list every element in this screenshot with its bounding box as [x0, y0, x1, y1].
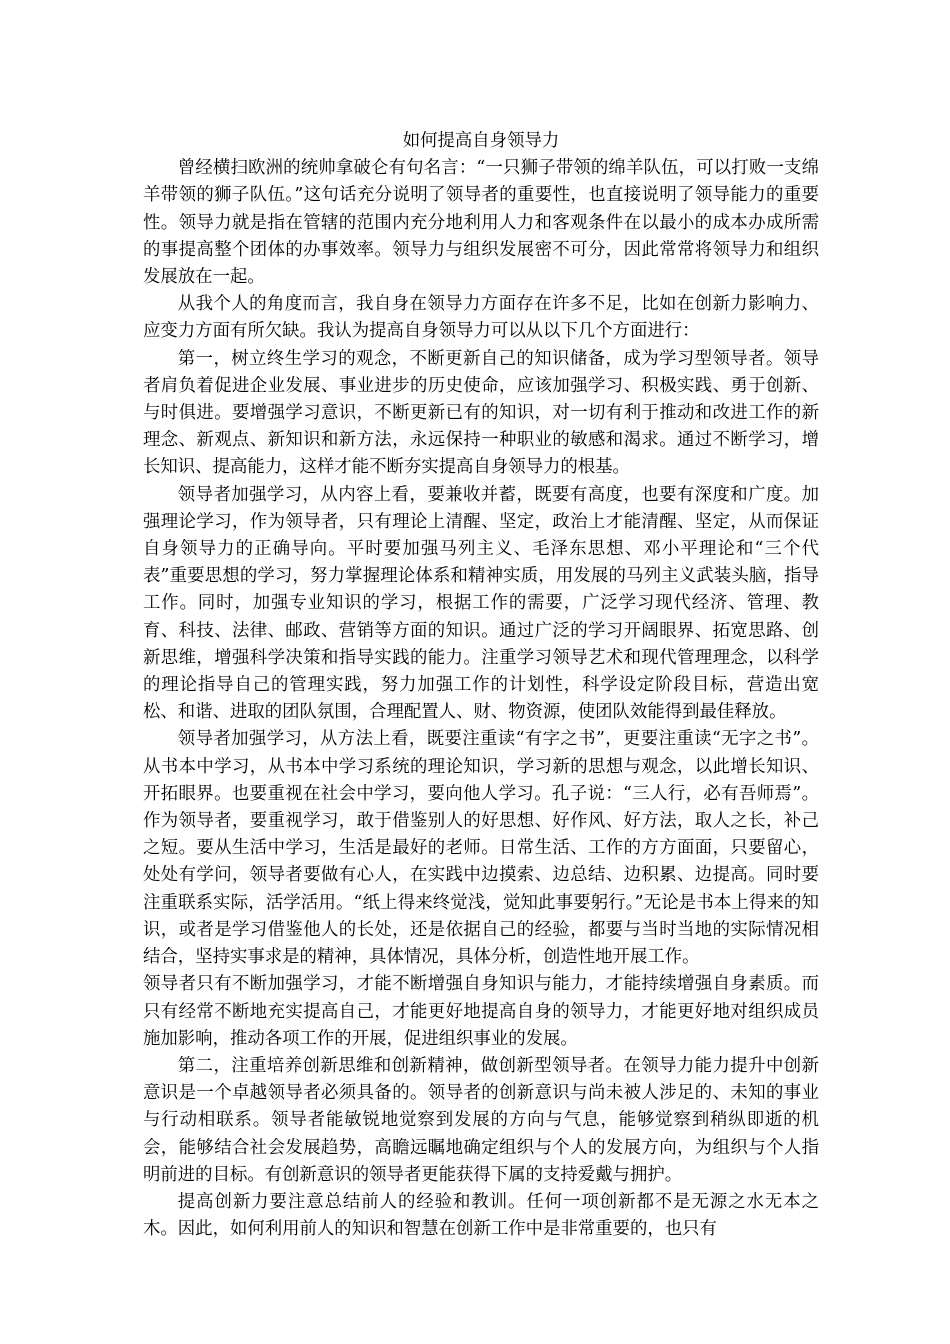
paragraph-learning-methods: 领导者加强学习，从方法上看，既要注重读“有字之书”，更要注重读“无字之书”。从书本中学习，从书本中学习系统的理论知识，学习新的思想与观念，以此增长知识、开拓眼界。也要重视在社会中学习，要向他人学习。孔子说：“三人行，必有吾师焉”。作为领导者，要重视学习，敢于借鉴别人的好思想、好作风、好方法，取人之长，补己之短。要从生活中学习，生活是最好的老师。日常生活、工作的方方面面，只要留心，处处有学问，领导者要做有心人，在实践中边摸索、边总结、边积累、边提高。同时要注重联系实际，活学活用。“纸上得来终觉浅，觉知此事要躬行。”无论是书本上得来的知识，或者是学习借鉴他人的长处，还是依据自己的经验，都要与当时当地的实际情况相结合，坚持实事求是的精神，具体情况，具体分析，创造性地开展工作。 [143, 729, 819, 968]
paragraph-intro-napoleon: 曾经横扫欧洲的统帅拿破仑有句名言：“一只狮子带领的绵羊队伍，可以打败一支绵羊带领的狮子队伍。”这句话充分说明了领导者的重要性，也直接说明了领导能力的重要性。领导力就是指在管辖的范围内充分地利用人力和客观条件在以最小的成本办成所需的事提高整个团体的办事效率。领导力与组织发展密不可分，因此常常将领导力和组织发展放在一起。 [143, 158, 819, 288]
paragraph-self-assessment: 从我个人的角度而言，我自身在领导力方面存在许多不足，比如在创新力影响力、应变力方面有所欠缺。我认为提高自身领导力可以从以下几个方面进行： [143, 294, 819, 342]
paragraph-learning-content: 领导者加强学习，从内容上看，要兼收并蓄，既要有高度，也要有深度和广度。加强理论学习，作为领导者，只有理论上清醒、坚定，政治上才能清醒、坚定，从而保证自身领导力的正确导向。平时要加强马列主义、毛泽东思想、邓小平理论和“三个代表”重要思想的学习，努力掌握理论体系和精神实质，用发展的马列主义武装头脑，指导工作。同时，加强专业知识的学习，根据工作的需要，广泛学习现代经济、管理、教育、科技、法律、邮政、营销等方面的知识。通过广泛的学习开阔眼界、拓宽思路、创新思维，增强科学决策和指导实践的能力。注重学习领导艺术和现代管理理念，以科学的理论指导自己的管理实践，努力加强工作的计划性，科学设定阶段目标，营造出宽松、和谐、进取的团队氛围，合理配置人、财、物资源，使团队效能得到最佳释放。 [143, 484, 819, 723]
document-title: 如何提高自身领导力 [402, 131, 560, 151]
paragraph-innovation-experience: 提高创新力要注意总结前人的经验和教训。任何一项创新都不是无源之水无本之木。因此，如何利用前人的知识和智慧在创新工作中是非常重要的，也只有 [143, 1191, 819, 1240]
paragraph-point-two-innovation: 第二，注重培养创新思维和创新精神，做创新型领导者。在领导力能力提升中创新意识是一个卓越领导者必须具备的。领导者的创新意识与尚未被人涉足的、未知的事业与行动相联系。领导者能敏锐地觉察到发展的方向与气息，能够觉察到稍纵即逝的机会，能够结合社会发展趋势，高瞻远瞩地确定组织与个人的发展方向，为组织与个人指明前进的目标。有创新意识的领导者更能获得下属的支持爱戴与拥护。 [143, 1055, 819, 1185]
paragraph-point-one-learning: 第一，树立终生学习的观念，不断更新自己的知识储备，成为学习型领导者。领导者肩负着促进企业发展、事业进步的历史使命，应该加强学习、积极实践、勇于创新、与时俱进。要增强学习意识，不断更新已有的知识，对一切有利于推动和改进工作的新理念、新观点、新知识和新方法，永远保持一种职业的敏感和渴求。通过不断学习，增长知识、提高能力，这样才能不断夯实提高自身领导力的根基。 [143, 348, 819, 478]
paragraph-learning-conclusion: 领导者只有不断加强学习，才能不断增强自身知识与能力，才能持续增强自身素质。而只有经常不断地充实提高自己，才能更好地提高自身的领导力，才能更好地对组织成员施加影响，推动各项工作的开展，促进组织事业的发展。 [143, 974, 819, 1049]
document-page [143, 128, 819, 1243]
